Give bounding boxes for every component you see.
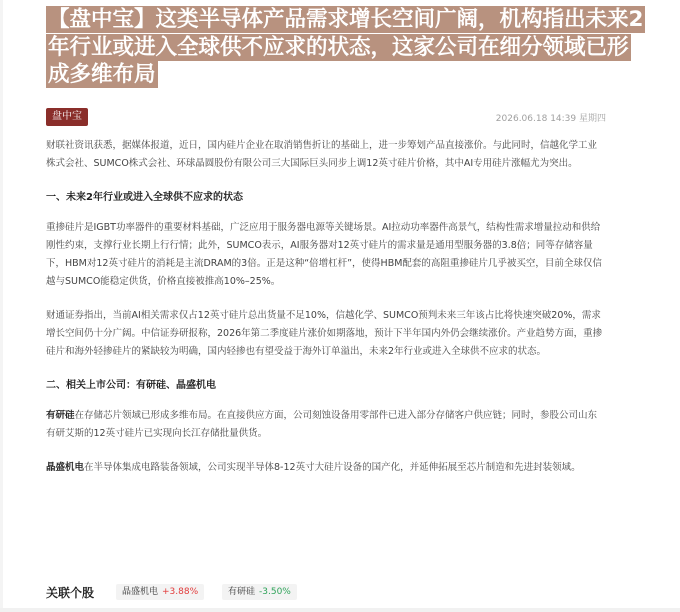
related-stocks <box>46 582 606 602</box>
company-name-jingsheng[interactable]: 晶盛机电 <box>46 462 85 473</box>
headline-text: 【盘中宝】这类半导体产品需求增长空间广阔，机构指出未来2年行业或进入全球供不应求的状态，这家公司在细分领域已形成多维布局 <box>48 7 644 87</box>
bottom-edge <box>0 608 680 612</box>
related-stocks-label: 关联个股 <box>46 586 95 600</box>
category-tag[interactable]: 盘中宝 <box>46 108 88 126</box>
article-headline <box>46 6 646 89</box>
publish-time: 2026.06.18 14:39 星期四 <box>495 114 606 124</box>
stock-chip-youyangui[interactable] <box>222 584 297 600</box>
stock-change: +3.88% <box>162 587 199 597</box>
paragraph-company-1 <box>46 407 606 443</box>
paragraph-outlook: 财通证券指出，当前AI相关需求仅占12英寸硅片总出货量不足10%，信越化学、SUMCO预判未来三年该占比将快速突破20%，需求增长空间仍十分广阔。中信证券研报称，2026年第二季度硅片涨价如期落地，预计下半年国内外仍会继续涨价。产业趋势方面，重掺硅片和海外轻掺硅片的紧缺较为明确，国内轻掺也有望受益于海外订单溢出，未来2年行业或进入全球供不应求的状态。 <box>46 310 603 357</box>
meta-row <box>46 108 606 126</box>
paragraph-company-2 <box>46 459 606 477</box>
left-edge <box>0 0 3 612</box>
section-heading-1: 一、未来2年行业或进入全球供不应求的状态 <box>46 192 243 203</box>
section-heading-2: 二、相关上市公司：有研硅、晶盛机电 <box>46 380 216 391</box>
stock-name: 晶盛机电 <box>122 587 159 597</box>
paragraph-demand: 重掺硅片是IGBT功率器件的重要材料基础，广泛应用于服务器电源等关键场景。AI拉动功率器件高景气，结构性需求增量拉动和供给刚性约束，支撑行业长期上行行情；此外，SUMCO表示，AI服务器对12英寸硅片的需求量是通用型服务器的3.8倍；同等存储容量下，HBM对12英寸硅片的消耗是主流DRAM的3倍。正是这种“倍增杠杆”，使得HBM配套的高阻重掺硅片几乎被买空，目前全球仅信越与SUMCO能稳定供货，价格直接被推高10%–25%。 <box>46 222 602 287</box>
company-desc-1: 在存储芯片领域已形成多维布局。在直接供应方面，公司刻蚀设备用零部件已进入部分存储客户供应链；同时，参股公司山东有研艾斯的12英寸硅片已实现向长江存储批量供货。 <box>46 410 598 439</box>
company-desc-2: 在半导体集成电路装备领域，公司实现半导体8-12英寸大硅片设备的国产化，并延伸拓展至芯片制造和先进封装领域。 <box>84 462 581 473</box>
stock-chip-jingsheng[interactable] <box>116 584 204 600</box>
stock-change: -3.50% <box>259 587 291 597</box>
article-body <box>46 137 606 477</box>
company-name-youyangui[interactable]: 有研硅 <box>46 410 75 421</box>
paragraph-intro: 财联社资讯获悉，据媒体报道，近日，国内硅片企业在取消销售折让的基础上，进一步筹划产品直接涨价。与此同时，信越化学工业株式会社、SUMCO株式会社、环球晶圆股份有限公司三大国际巨头同步上调12英寸硅片价格，其中AI专用硅片涨幅尤为突出。 <box>46 140 598 169</box>
stock-name: 有研硅 <box>228 587 256 597</box>
